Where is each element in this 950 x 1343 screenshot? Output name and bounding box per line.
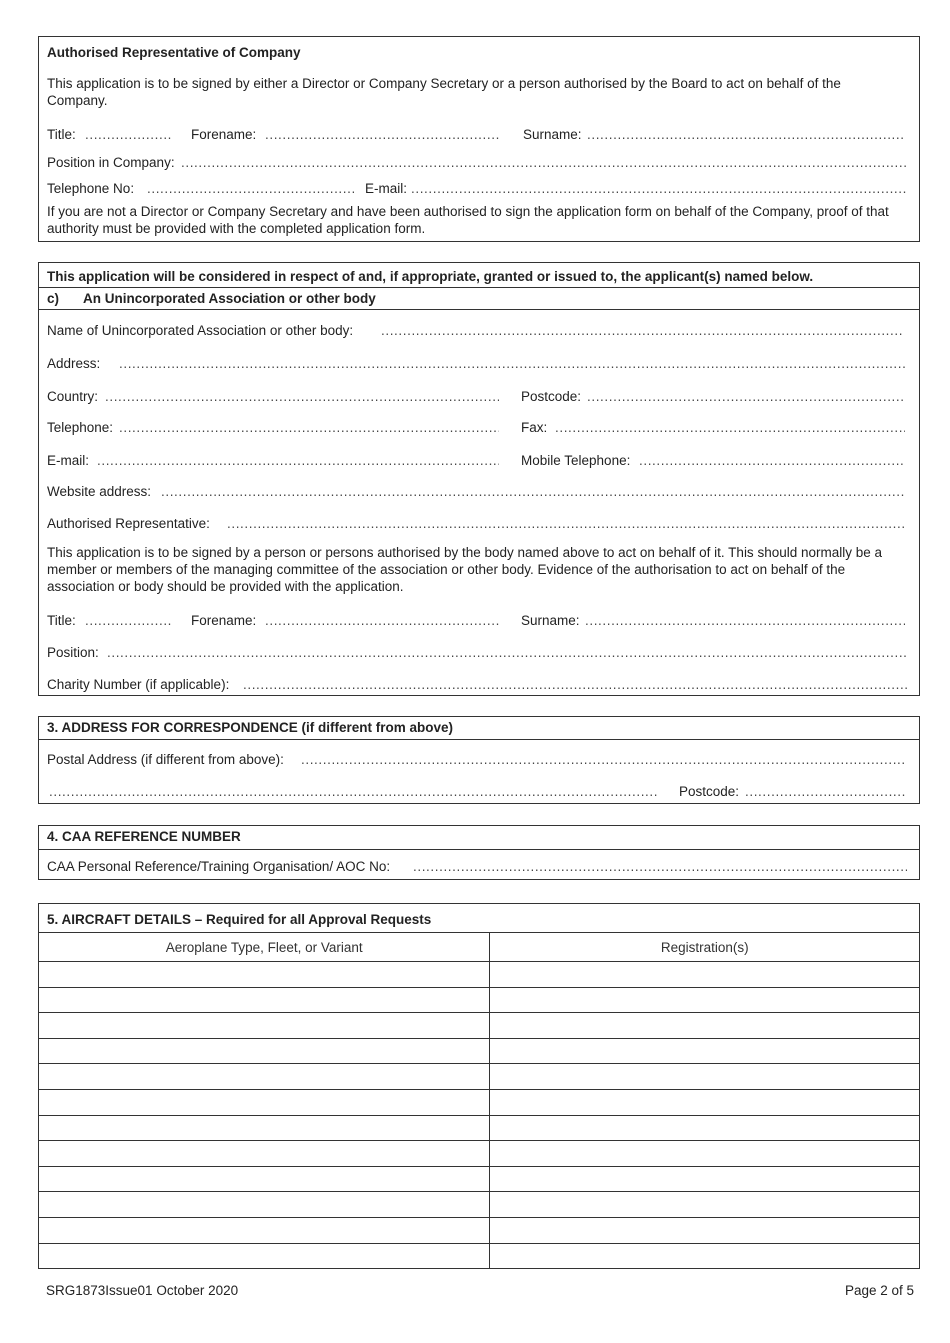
registration-cell[interactable] [490, 1115, 920, 1141]
table-row [39, 1217, 920, 1243]
country-row [47, 389, 905, 407]
correspondence-heading: 3. ADDRESS FOR CORRESPONDENCE (if different from above) [47, 720, 454, 735]
caa-reference-field[interactable] [413, 859, 907, 874]
caa-reference-label: CAA Personal Reference/Training Organisation/ AOC No: [47, 859, 391, 874]
caa-reference-section [38, 825, 920, 880]
registration-cell[interactable] [490, 962, 920, 988]
postcode-field[interactable] [587, 389, 905, 404]
title-label: Title: [47, 127, 76, 142]
type-cell[interactable] [39, 1038, 490, 1064]
title-label: Title: [47, 613, 76, 628]
column-header-type: Aeroplane Type, Fleet, or Variant [39, 933, 490, 962]
unincorporated-association-section [38, 262, 920, 696]
postal-address-label: Postal Address (if different from above): [47, 752, 284, 767]
website-field[interactable] [161, 484, 905, 499]
auth-rep-label: Authorised Representative: [47, 516, 210, 531]
auth-rep-row [47, 516, 905, 534]
page-number: Page 2 of 5 [844, 1283, 914, 1298]
type-cell[interactable] [39, 962, 490, 988]
authorised-rep-name-row [47, 127, 905, 145]
caa-reference-row [47, 859, 905, 877]
type-cell[interactable] [39, 1141, 490, 1167]
type-cell[interactable] [39, 1013, 490, 1039]
type-cell[interactable] [39, 1217, 490, 1243]
email-field[interactable] [411, 181, 907, 196]
country-label: Country: [47, 389, 99, 404]
mobile-label: Mobile Telephone: [521, 453, 631, 468]
type-cell[interactable] [39, 987, 490, 1013]
registration-cell[interactable] [490, 1141, 920, 1167]
table-row [39, 1064, 920, 1090]
table-row [39, 962, 920, 988]
table-row [39, 987, 920, 1013]
divider [39, 739, 919, 740]
table-row [39, 1141, 920, 1167]
title-field[interactable] [85, 127, 171, 142]
postcode-field[interactable] [745, 784, 907, 799]
surname-label: Surname: [521, 613, 580, 628]
postcode-label: Postcode: [521, 389, 582, 404]
postal-address-line2-field[interactable] [49, 784, 657, 799]
signatory-name-row [47, 613, 905, 631]
email-field[interactable] [97, 453, 499, 468]
address-field[interactable] [119, 356, 905, 371]
postcode-label: Postcode: [679, 784, 740, 799]
table-row [39, 1243, 920, 1269]
registration-cell[interactable] [490, 1243, 920, 1269]
registration-cell[interactable] [490, 1013, 920, 1039]
mobile-field[interactable] [639, 453, 905, 468]
aircraft-details-header [38, 903, 920, 933]
telephone-field[interactable] [119, 420, 499, 435]
registration-cell[interactable] [490, 1089, 920, 1115]
postal-address-field[interactable] [301, 752, 907, 767]
authority-note: If you are not a Director or Company Secretary and have been authorised to sign the application form on behalf of the Company, proof of that authority must be provided with the completed application form. [47, 204, 889, 236]
title-field[interactable] [85, 613, 171, 628]
charity-row [47, 677, 905, 695]
section-title: An Unincorporated Association or other body [83, 291, 376, 306]
country-field[interactable] [105, 389, 499, 404]
position-row [47, 155, 905, 173]
table-row [39, 1192, 920, 1218]
type-cell[interactable] [39, 1064, 490, 1090]
forename-label: Forename: [191, 127, 257, 142]
telephone-row [47, 420, 905, 438]
contact-row [47, 181, 905, 199]
column-header-registration: Registration(s) [490, 933, 920, 962]
postal-address-row [47, 752, 905, 770]
table-row [39, 1166, 920, 1192]
table-row [39, 1013, 920, 1039]
website-row [47, 484, 905, 502]
position-field[interactable] [181, 155, 907, 170]
registration-cell[interactable] [490, 1192, 920, 1218]
authorised-rep-heading: Authorised Representative of Company [47, 45, 301, 60]
registration-cell[interactable] [490, 1064, 920, 1090]
telephone-label: Telephone No: [47, 181, 135, 196]
forename-label: Forename: [191, 613, 257, 628]
address-label: Address: [47, 356, 101, 371]
registration-cell[interactable] [490, 987, 920, 1013]
type-cell[interactable] [39, 1089, 490, 1115]
email-row [47, 453, 905, 471]
forename-field[interactable] [265, 613, 499, 628]
table-header-row [39, 933, 920, 962]
divider [39, 849, 919, 850]
registration-cell[interactable] [490, 1166, 920, 1192]
position-field[interactable] [107, 645, 907, 660]
table-row [39, 1038, 920, 1064]
position-row [47, 645, 905, 663]
table-row [39, 1115, 920, 1141]
fax-label: Fax: [521, 420, 548, 435]
type-cell[interactable] [39, 1192, 490, 1218]
type-cell[interactable] [39, 1243, 490, 1269]
email-label: E-mail: [47, 453, 90, 468]
aircraft-details-heading: 5. AIRCRAFT DETAILS – Required for all Approval Requests [47, 912, 432, 927]
email-label: E-mail: [365, 181, 408, 196]
caa-reference-heading: 4. CAA REFERENCE NUMBER [47, 829, 241, 844]
body-name-field[interactable] [381, 323, 903, 338]
position-label: Position: [47, 645, 99, 660]
authorised-representative-section [38, 36, 920, 242]
signing-note: This application is to be signed by a person or persons authorised by the body named above to act on behalf of it. This should normally be a member or members of the managing committee of the association or other body. Evidence of the authorisation to act on behalf of the association or body should be provided with the application. [47, 545, 883, 594]
forename-field[interactable] [265, 127, 501, 142]
registration-cell[interactable] [490, 1038, 920, 1064]
fax-field[interactable] [555, 420, 905, 435]
telephone-label: Telephone: [47, 420, 114, 435]
postal-address-line2-row [47, 784, 905, 802]
auth-rep-field[interactable] [227, 516, 905, 531]
registration-cell[interactable] [490, 1217, 920, 1243]
surname-field[interactable] [587, 127, 905, 142]
address-row [47, 356, 905, 374]
table-row [39, 1089, 920, 1115]
surname-field[interactable] [585, 613, 905, 628]
section-letter: c) [47, 291, 60, 306]
body-name-row [47, 323, 905, 341]
aircraft-table [38, 932, 920, 1269]
correspondence-section [38, 716, 920, 804]
charity-label: Charity Number (if applicable): [47, 677, 230, 692]
authorised-rep-intro: This application is to be signed by either a Director or Company Secretary or a person authorised by the Board to act on behalf of the Company. [47, 76, 841, 108]
divider [39, 287, 919, 288]
position-label: Position in Company: [47, 155, 175, 170]
applicant-banner: This application will be considered in respect of and, if appropriate, granted or issued to, the applicant(s) named below. [47, 269, 814, 284]
telephone-field[interactable] [147, 181, 357, 196]
charity-field[interactable] [243, 677, 907, 692]
body-name-label: Name of Unincorporated Association or other body: [47, 323, 354, 338]
document-reference: SRG1873Issue01 October 2020 [46, 1283, 239, 1298]
surname-label: Surname: [523, 127, 582, 142]
divider [39, 309, 919, 310]
website-label: Website address: [47, 484, 152, 499]
type-cell[interactable] [39, 1115, 490, 1141]
type-cell[interactable] [39, 1166, 490, 1192]
